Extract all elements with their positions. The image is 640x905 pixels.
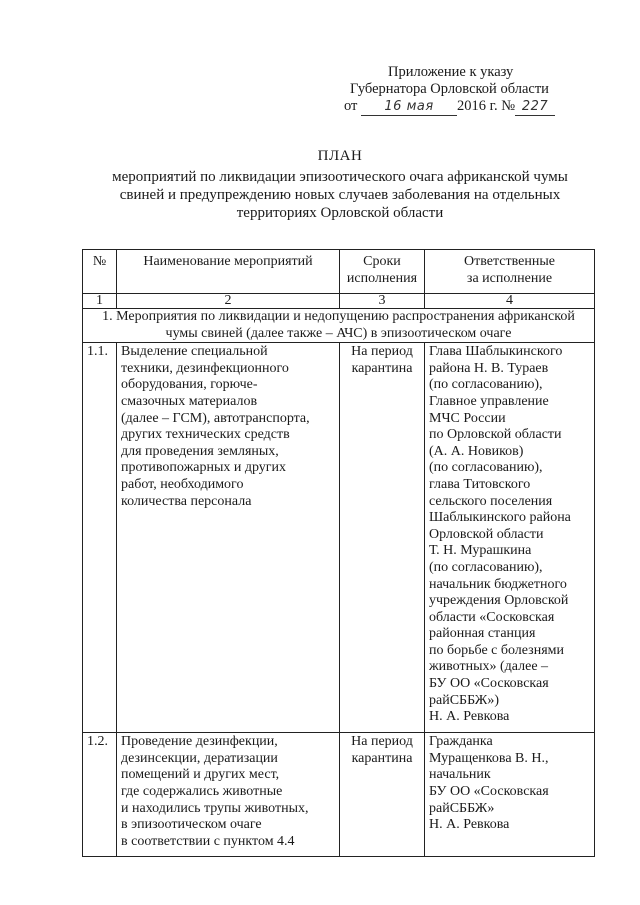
cell-text-line: Главное управление	[429, 393, 549, 409]
row-number: 1.1.	[83, 343, 117, 733]
appendix-block	[344, 64, 594, 116]
handwritten-number: 227	[515, 98, 555, 116]
cell-text-line: начальник	[429, 767, 491, 783]
cell-text-line: (далее – ГСМ), автотранспорта,	[121, 410, 310, 426]
section-title: 1. Мероприятия по ликвидации и недопущению распространения африканской чумы свиней (далее также – АЧС) в эпизоотическом очаге	[83, 309, 595, 343]
year-text: 2016 г. №	[457, 98, 516, 114]
cell-text-line: глава Титовского	[429, 476, 531, 492]
column-number: 4	[425, 294, 595, 309]
cell-text-line: БУ ОО «Сосковская	[429, 676, 549, 692]
column-number: 2	[117, 294, 340, 309]
cell-text-line: Шаблыкинского района	[429, 510, 571, 526]
cell-text-line: учреждения Орловской	[429, 593, 569, 609]
title-line-3: территориях Орловской области	[236, 205, 444, 221]
header-name: Наименование мероприятий	[117, 250, 340, 294]
document-title	[90, 147, 590, 222]
cell-text-line: (по согласованию),	[429, 460, 543, 476]
column-number-row	[83, 294, 595, 309]
cell-text-line: БУ ОО «Сосковская	[429, 783, 549, 799]
cell-text-line: помещений и других мест,	[121, 767, 280, 783]
cell-text-line: по Орловской области	[429, 427, 562, 443]
appendix-date-line	[344, 98, 594, 116]
cell-text-line: других технических средств	[121, 427, 290, 443]
column-number: 3	[340, 294, 425, 309]
cell-text-line: в эпизоотическом очаге	[121, 817, 262, 833]
cell-text-line: (по согласованию),	[429, 377, 543, 393]
cell-text-line: оборудования, горюче-	[121, 377, 258, 393]
cell-text-line: Гражданка	[429, 734, 493, 750]
header-number: №	[83, 250, 117, 294]
cell-text-line: животных» (далее –	[429, 659, 549, 675]
cell-text-line: Т. Н. Мурашкина	[429, 543, 532, 559]
title-line-2: свиней и предупреждению новых случаев заболевания на отдельных	[119, 187, 561, 203]
table-row	[83, 733, 595, 857]
cell-text-line: райСББЖ»	[429, 800, 495, 816]
cell-text-line: в соответствии с пунктом 4.4	[121, 833, 295, 849]
cell-text-line: МЧС России	[429, 410, 506, 426]
handwritten-date: 16 мая	[361, 98, 457, 116]
row-responsible	[425, 733, 595, 857]
table-row	[83, 343, 595, 733]
header-responsible: Ответственные за исполнение	[425, 250, 595, 294]
cell-text-line: района Н. В. Тураев	[429, 360, 549, 376]
row-term: На период карантина	[340, 343, 425, 733]
cell-text-line: Проведение дезинфекции,	[121, 734, 278, 750]
cell-text-line: районная станция	[429, 626, 536, 642]
appendix-line-2: Губернатора Орловской области	[350, 81, 549, 97]
cell-text-line: Глава Шаблыкинского	[429, 344, 563, 360]
cell-text-line: и находились трупы животных,	[121, 800, 309, 816]
cell-text-line: где содержались животные	[121, 783, 283, 799]
cell-text-line: работ, необходимого	[121, 476, 244, 492]
cell-text-line: начальник бюджетного	[429, 576, 567, 592]
cell-text-line: (по согласованию),	[429, 559, 543, 575]
section-row	[83, 309, 595, 343]
cell-text-line: противопожарных и других	[121, 460, 287, 476]
column-number: 1	[83, 294, 117, 309]
row-activity	[117, 343, 340, 733]
row-term: На период карантина	[340, 733, 425, 857]
cell-text-line: техники, дезинфекционного	[121, 360, 289, 376]
title-heading: ПЛАН	[317, 148, 363, 164]
cell-text-line: Н. А. Ревкова	[429, 817, 510, 833]
cell-text-line: сельского поселения	[429, 493, 553, 509]
cell-text-line: количества персонала	[121, 493, 252, 509]
cell-text-line: смазочных материалов	[121, 393, 258, 409]
cell-text-line: дезинсекции, дератизации	[121, 750, 278, 766]
cell-text-line: райСББЖ»)	[429, 692, 499, 708]
cell-text-line: по борьбе с болезнями	[429, 642, 564, 658]
title-line-1: мероприятий по ликвидации эпизоотического очага африканской чумы	[112, 169, 568, 185]
plan-table	[82, 249, 595, 857]
table-header-row	[83, 250, 595, 294]
row-number: 1.2.	[83, 733, 117, 857]
cell-text-line: для проведения земляных,	[121, 443, 279, 459]
cell-text-line: Выделение специальной	[121, 344, 268, 360]
header-term: Сроки исполнения	[340, 250, 425, 294]
appendix-line-1: Приложение к указу	[388, 64, 514, 80]
date-prefix: от	[344, 98, 358, 114]
row-responsible	[425, 343, 595, 733]
cell-text-line: (А. А. Новиков)	[429, 443, 524, 459]
page-bottom-margin	[82, 888, 595, 905]
cell-text-line: Н. А. Ревкова	[429, 709, 510, 725]
row-activity	[117, 733, 340, 857]
cell-text-line: Муращенкова В. Н.,	[429, 750, 549, 766]
cell-text-line: области «Сосковская	[429, 609, 555, 625]
cell-text-line: Орловской области	[429, 526, 544, 542]
